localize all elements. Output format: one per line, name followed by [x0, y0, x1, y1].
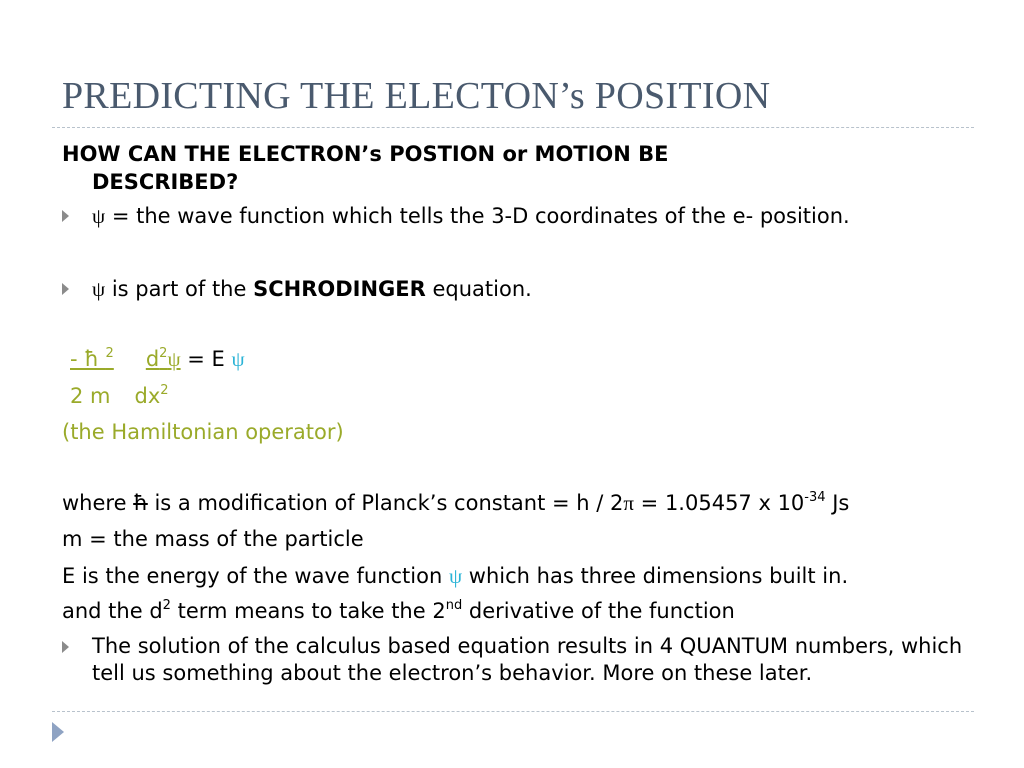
bullet-quantum-numbers: The solution of the calculus based equation results in 4 QUANTUM numbers, which tell us something about the electron’s behavior. More on these later. — [92, 634, 963, 685]
equation-hbar-term: - ħ $^2$ — [70, 346, 114, 371]
bullet-text: = the wave function which tells the 3-D coordinates of the e- position. — [105, 204, 850, 228]
mass-line: m = the mass of the particle — [62, 527, 364, 551]
footer-divider — [52, 711, 974, 712]
equation-psi-right: ψ — [231, 347, 245, 371]
title-divider — [52, 127, 974, 128]
bullet-text-pre: is part of the — [105, 277, 254, 301]
equation-denominator — [70, 382, 970, 410]
next-slide-arrow-icon[interactable] — [52, 722, 64, 742]
derivative-line: and the $d^2$ term means to take the 2nd derivative of the function — [62, 598, 735, 623]
hamiltonian-caption: (the Hamiltonian operator) — [62, 420, 344, 444]
equation-dx2: $dx^2$ — [134, 383, 169, 408]
equation-numerator — [70, 345, 970, 373]
schrodinger-bold: SCHRODINGER — [253, 277, 426, 301]
energy-line: E is the energy of the wave function ψ which has three dimensions built in. — [62, 564, 849, 588]
psi-symbol: ψ — [92, 277, 106, 301]
hbar-symbol: ħ — [133, 491, 148, 515]
bullet-wave-function — [62, 202, 992, 230]
pi-symbol: π — [623, 491, 634, 515]
equation-equals: = E — [180, 347, 232, 371]
question-heading — [62, 140, 962, 196]
slide-title: PREDICTING THE ELECTON’s POSITION — [62, 75, 771, 117]
bullet-schrodinger — [62, 275, 992, 303]
planck-line: where ħ is a modification of Planck’s constant = h / 2π = 1.05457 x $10^{-34}$ Js — [62, 490, 850, 515]
equation-2m: 2 m — [70, 384, 111, 408]
question-heading-line1: HOW CAN THE ELECTRON’s POSTION or MOTION BE — [62, 142, 669, 166]
bullet-text-post: equation. — [425, 277, 532, 301]
psi-symbol: ψ — [448, 564, 463, 588]
equation-d2psi-term: $d^2\psi$ — [145, 346, 181, 371]
psi-symbol: ψ — [92, 204, 106, 228]
question-heading-line2: DESCRIBED? — [92, 170, 239, 194]
